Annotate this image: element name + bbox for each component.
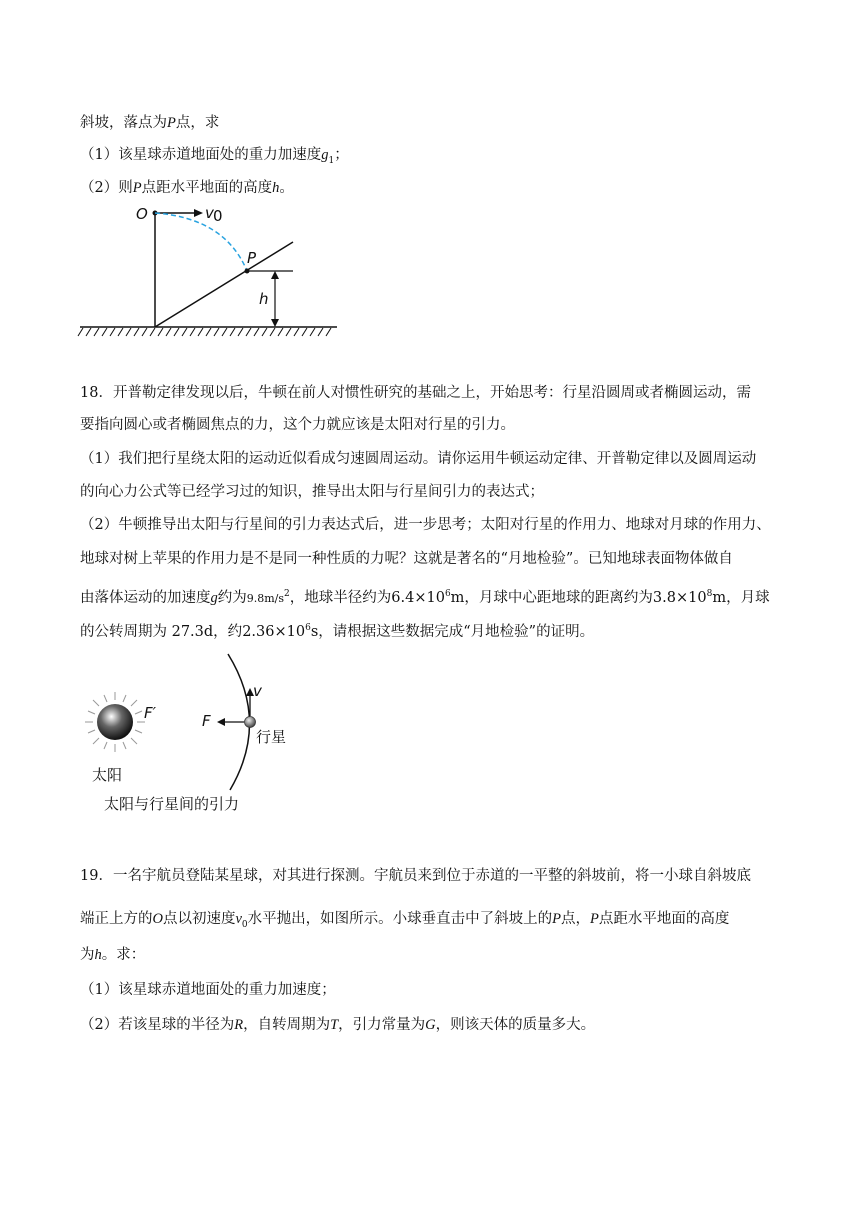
figure-caption: 太阳与行星间的引力 xyxy=(104,795,240,813)
planet-icon xyxy=(245,717,256,728)
q18-sub2-line1: （2）牛顿推导出太阳与行星间的引力表达式后，进一步思考；太阳对行星的作用力、地球对月球的作用力、 xyxy=(80,517,771,533)
label-planet: 行星 xyxy=(256,728,287,746)
label-v: v xyxy=(205,204,214,222)
height-arrowhead-up xyxy=(271,271,279,279)
q19-subquestion-2: （2）若该星球的半径为R，自转周期为T，引力常量为G，则该天体的质量多大。 xyxy=(80,1017,596,1033)
q17-subquestion-2: （2）则P点距水平地面的高度h。 xyxy=(80,180,294,196)
label-P: P xyxy=(247,249,257,267)
force-arrowhead xyxy=(217,718,225,726)
q17-intro-line: 斜坡，落点为P点，求 xyxy=(80,115,220,131)
label-h: h xyxy=(259,290,269,308)
q18-sub2-line3: 由落体运动的加速度g约为$9.8m/s^2$，地球半径约为$6.4\times 10^6m$，月球中心距地球的距离约为$3.8\times 10^8m$，月球 xyxy=(80,589,770,606)
q18-sub2-line4: 的公转周期为 27.3d，约$2.36\times 10^6s$，请根据这些数据完成“月地检验”的证明。 xyxy=(80,623,595,640)
ground-hatching xyxy=(78,328,331,336)
q19-stem-line1: 19．一名宇航员登陆某星球，对其进行探测。宇航员来到位于赤道的一平整的斜坡前，将一小球自斜坡底 xyxy=(80,868,751,884)
label-F: F xyxy=(202,712,211,730)
label-sun: 太阳 xyxy=(92,766,123,784)
label-F-prime: F′ xyxy=(144,704,157,722)
sun-icon xyxy=(97,704,133,740)
q19-subquestion-1: （1）该星球赤道地面处的重力加速度； xyxy=(80,982,336,998)
q18-stem-line2: 要指向圆心或者椭圆焦点的力，这个力就应该是太阳对行星的引力。 xyxy=(80,417,515,433)
velocity-arrowhead xyxy=(194,209,203,217)
q18-sun-planet-figure xyxy=(80,652,320,822)
q18-sub1-line1: （1）我们把行星绕太阳的运动近似看成匀速圆周运动。请你运用牛顿运动定律、开普勒定律以及圆周运动 xyxy=(80,451,757,467)
q18-sub1-line2: 的向心力公式等已经学习过的知识，推导出太阳与行星间引力的表达式； xyxy=(80,484,544,500)
label-v-sub: 0 xyxy=(213,207,223,225)
slope-line xyxy=(155,242,293,327)
label-planet-v: v xyxy=(253,682,262,700)
q17-subquestion-1: （1）该星球赤道地面处的重力加速度$g_1$； xyxy=(80,147,349,166)
q17-slope-figure xyxy=(75,198,345,343)
height-arrowhead-down xyxy=(271,319,279,327)
label-O: O xyxy=(136,205,148,223)
trajectory-path xyxy=(155,213,247,271)
q19-stem-line2: 端正上方的O点以初速度$v_0$水平抛出，如图所示。小球垂直击中了斜坡上的P点，P点距水平地面的高度 xyxy=(80,911,730,930)
q18-sub2-line2: 地球对树上苹果的作用力是不是同一种性质的力呢？这就是著名的“月地检验”。已知地球表面物体做自 xyxy=(80,551,733,567)
q19-stem-line3: 为h。求： xyxy=(80,947,146,963)
q18-stem-line1: 18．开普勒定律发现以后，牛顿在前人对惯性研究的基础之上，开始思考：行星沿圆周或者椭圆运动，需 xyxy=(80,385,751,401)
